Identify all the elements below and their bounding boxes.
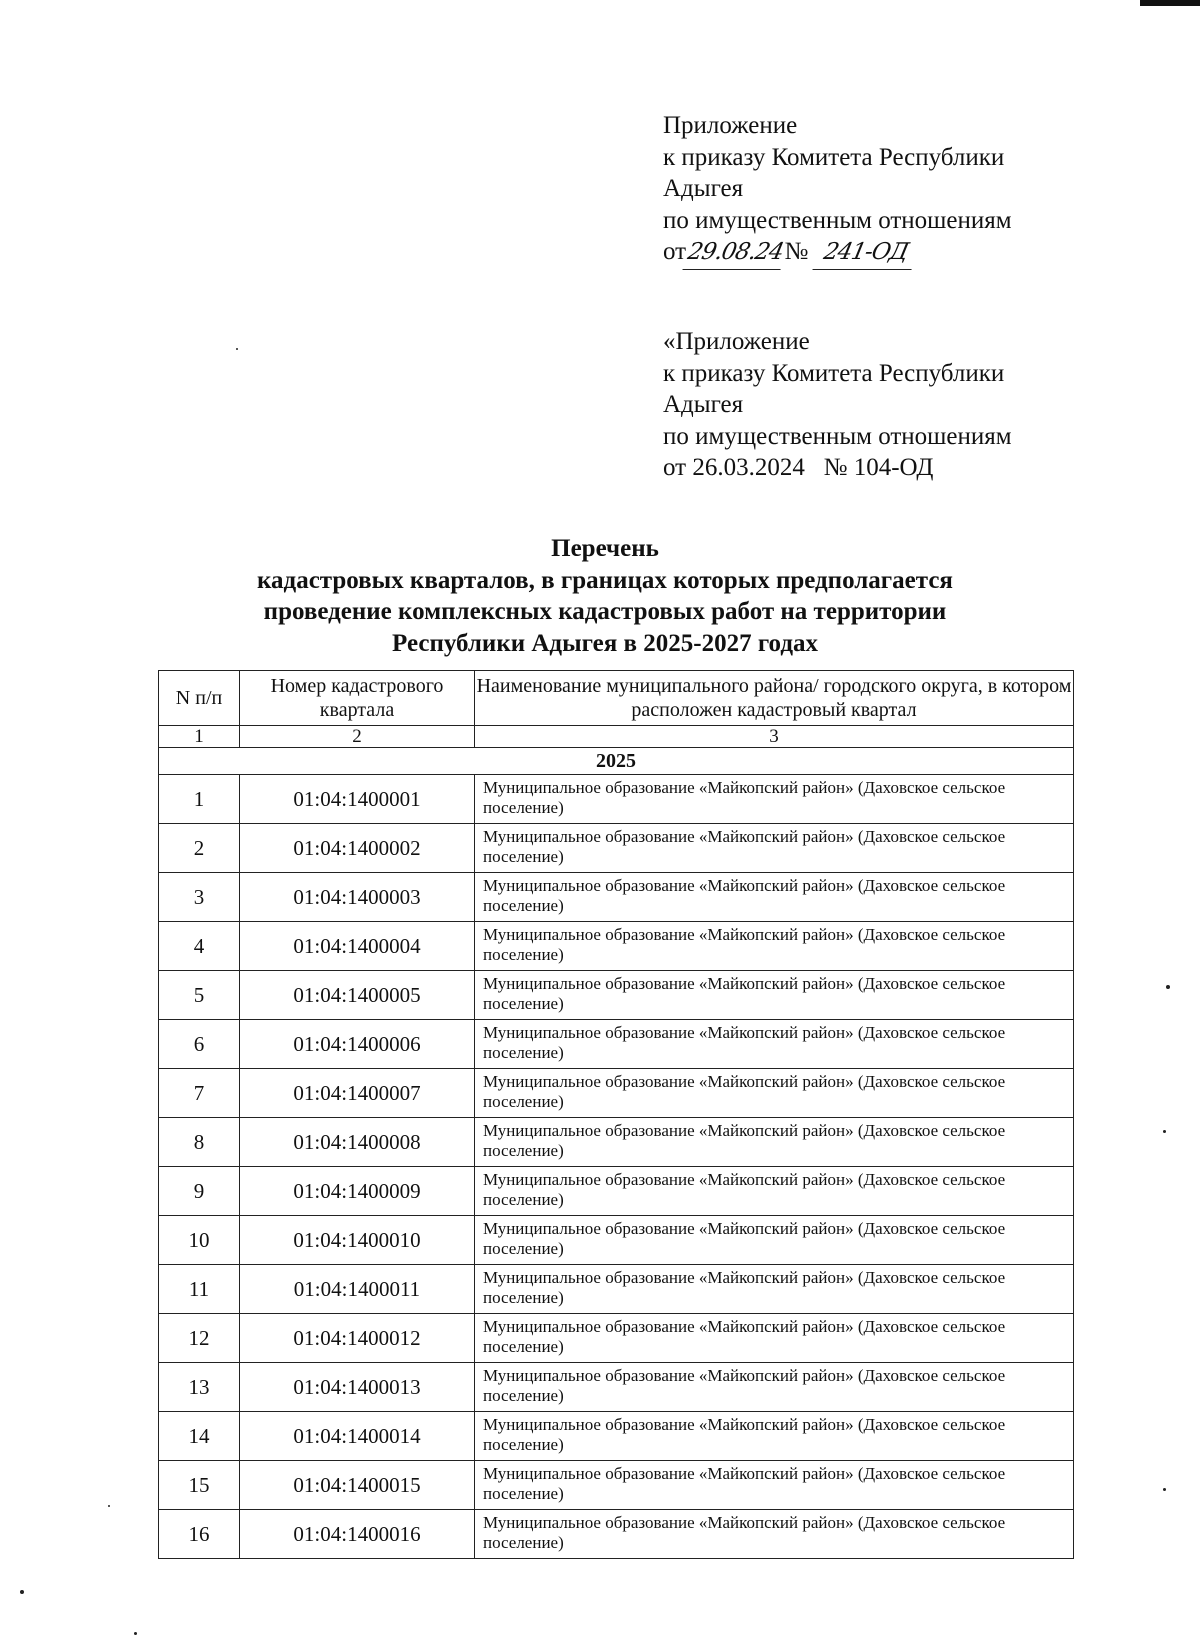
row-municipality: Муниципальное образование «Майкопский район» (Даховское сельское поселение) xyxy=(475,1167,1074,1216)
row-municipality: Муниципальное образование «Майкопский район» (Даховское сельское поселение) xyxy=(475,1510,1074,1559)
table-row xyxy=(159,1412,1074,1461)
table-row xyxy=(159,1118,1074,1167)
appendix-line: к приказу Комитета Республики xyxy=(663,359,1005,387)
appendix-line: по имущественным отношениям xyxy=(663,206,1012,234)
row-municipality: Муниципальное образование «Майкопский район» (Даховское сельское поселение) xyxy=(475,1314,1074,1363)
row-municipality: Муниципальное образование «Майкопский район» (Даховское сельское поселение) xyxy=(475,1363,1074,1412)
cadastral-quarters-table xyxy=(158,670,1074,1559)
title-line: Республики Адыгея в 2025-2027 годах xyxy=(392,629,818,657)
scan-speck xyxy=(1163,1488,1166,1491)
table-header-row xyxy=(159,671,1074,726)
row-quarter-number: 01:04:1400011 xyxy=(240,1265,475,1314)
row-index: 6 xyxy=(159,1020,240,1069)
row-quarter-number: 01:04:1400005 xyxy=(240,971,475,1020)
title-line: кадастровых кварталов, в границах которых предполагается xyxy=(257,566,953,594)
appendix-line: «Приложение xyxy=(663,328,810,355)
table-row xyxy=(159,971,1074,1020)
from-prefix: от xyxy=(663,238,687,265)
row-index: 11 xyxy=(159,1265,240,1314)
table-row xyxy=(159,1265,1074,1314)
row-municipality: Муниципальное образование «Майкопский район» (Даховское сельское поселение) xyxy=(475,1265,1074,1314)
row-index: 2 xyxy=(159,824,240,873)
row-index: 9 xyxy=(159,1167,240,1216)
row-quarter-number: 01:04:1400007 xyxy=(240,1069,475,1118)
row-index: 8 xyxy=(159,1118,240,1167)
row-quarter-number: 01:04:1400016 xyxy=(240,1510,475,1559)
table-row xyxy=(159,1069,1074,1118)
row-quarter-number: 01:04:1400010 xyxy=(240,1216,475,1265)
table-row xyxy=(159,775,1074,824)
row-index: 15 xyxy=(159,1461,240,1510)
appendix-line: к приказу Комитета Республики xyxy=(663,143,1005,171)
row-municipality: Муниципальное образование «Майкопский район» (Даховское сельское поселение) xyxy=(475,775,1074,824)
row-quarter-number: 01:04:1400004 xyxy=(240,922,475,971)
row-index: 12 xyxy=(159,1314,240,1363)
row-municipality: Муниципальное образование «Майкопский район» (Даховское сельское поселение) xyxy=(475,922,1074,971)
column-number: 3 xyxy=(475,726,1074,748)
row-quarter-number: 01:04:1400006 xyxy=(240,1020,475,1069)
table-row xyxy=(159,1020,1074,1069)
scan-speck xyxy=(108,1505,110,1507)
column-number-row xyxy=(159,726,1074,748)
appendix-date-line xyxy=(663,236,1012,270)
handwritten-number: 241-ОД xyxy=(813,237,919,270)
table-row xyxy=(159,1363,1074,1412)
row-quarter-number: 01:04:1400001 xyxy=(240,775,475,824)
row-municipality: Муниципальное образование «Майкопский район» (Даховское сельское поселение) xyxy=(475,1118,1074,1167)
table-row xyxy=(159,824,1074,873)
scan-speck xyxy=(236,348,238,350)
title-line: Перечень xyxy=(551,535,659,562)
appendix-line: Адыгея xyxy=(663,391,744,418)
row-quarter-number: 01:04:1400015 xyxy=(240,1461,475,1510)
table-body xyxy=(159,726,1074,1559)
row-municipality: Муниципальное образование «Майкопский район» (Даховское сельское поселение) xyxy=(475,1216,1074,1265)
column-number: 1 xyxy=(159,726,240,748)
row-index: 4 xyxy=(159,922,240,971)
appendix-current xyxy=(663,110,1012,270)
row-index: 10 xyxy=(159,1216,240,1265)
table-row xyxy=(159,873,1074,922)
header-quarter-number: Номер кадастрового квартала xyxy=(240,671,475,726)
appendix-line: Адыгея xyxy=(663,175,744,202)
row-municipality: Муниципальное образование «Майкопский район» (Даховское сельское поселение) xyxy=(475,1412,1074,1461)
row-municipality: Муниципальное образование «Майкопский район» (Даховское сельское поселение) xyxy=(475,873,1074,922)
number-prefix: № xyxy=(784,238,809,265)
row-quarter-number: 01:04:1400008 xyxy=(240,1118,475,1167)
row-municipality: Муниципальное образование «Майкопский район» (Даховское сельское поселение) xyxy=(475,1461,1074,1510)
appendix-previous xyxy=(663,326,1012,484)
row-quarter-number: 01:04:1400014 xyxy=(240,1412,475,1461)
table-row xyxy=(159,1167,1074,1216)
row-municipality: Муниципальное образование «Майкопский район» (Даховское сельское поселение) xyxy=(475,1020,1074,1069)
year-row xyxy=(159,748,1074,775)
row-index: 16 xyxy=(159,1510,240,1559)
scan-speck xyxy=(1166,985,1170,989)
document-title xyxy=(160,533,1050,659)
row-quarter-number: 01:04:1400002 xyxy=(240,824,475,873)
row-municipality: Муниципальное образование «Майкопский район» (Даховское сельское поселение) xyxy=(475,824,1074,873)
row-quarter-number: 01:04:1400009 xyxy=(240,1167,475,1216)
scan-speck xyxy=(1163,1130,1166,1133)
row-index: 7 xyxy=(159,1069,240,1118)
row-quarter-number: 01:04:1400012 xyxy=(240,1314,475,1363)
table-row xyxy=(159,922,1074,971)
year-label: 2025 xyxy=(159,748,1074,775)
row-index: 13 xyxy=(159,1363,240,1412)
row-municipality: Муниципальное образование «Майкопский район» (Даховское сельское поселение) xyxy=(475,971,1074,1020)
scan-speck xyxy=(20,1590,24,1594)
handwritten-date: 29.08.24 xyxy=(683,237,788,270)
table-row xyxy=(159,1510,1074,1559)
column-number: 2 xyxy=(240,726,475,748)
appendix-line: от 26.03.2024 № 104-ОД xyxy=(663,454,934,481)
row-index: 14 xyxy=(159,1412,240,1461)
table-row xyxy=(159,1216,1074,1265)
table-row xyxy=(159,1461,1074,1510)
scan-speck xyxy=(134,1632,137,1635)
row-quarter-number: 01:04:1400013 xyxy=(240,1363,475,1412)
row-quarter-number: 01:04:1400003 xyxy=(240,873,475,922)
row-index: 3 xyxy=(159,873,240,922)
header-municipality: Наименование муниципального района/ городского округа, в котором расположен кадастровый квартал xyxy=(475,671,1074,726)
row-index: 5 xyxy=(159,971,240,1020)
row-municipality: Муниципальное образование «Майкопский район» (Даховское сельское поселение) xyxy=(475,1069,1074,1118)
header-index: N п/п xyxy=(159,671,240,726)
table-row xyxy=(159,1314,1074,1363)
title-line: проведение комплексных кадастровых работ на территории xyxy=(263,598,947,625)
scan-corner-mark xyxy=(1140,0,1200,6)
appendix-line: Приложение xyxy=(663,112,798,139)
appendix-line: по имущественным отношениям xyxy=(663,422,1012,450)
row-index: 1 xyxy=(159,775,240,824)
